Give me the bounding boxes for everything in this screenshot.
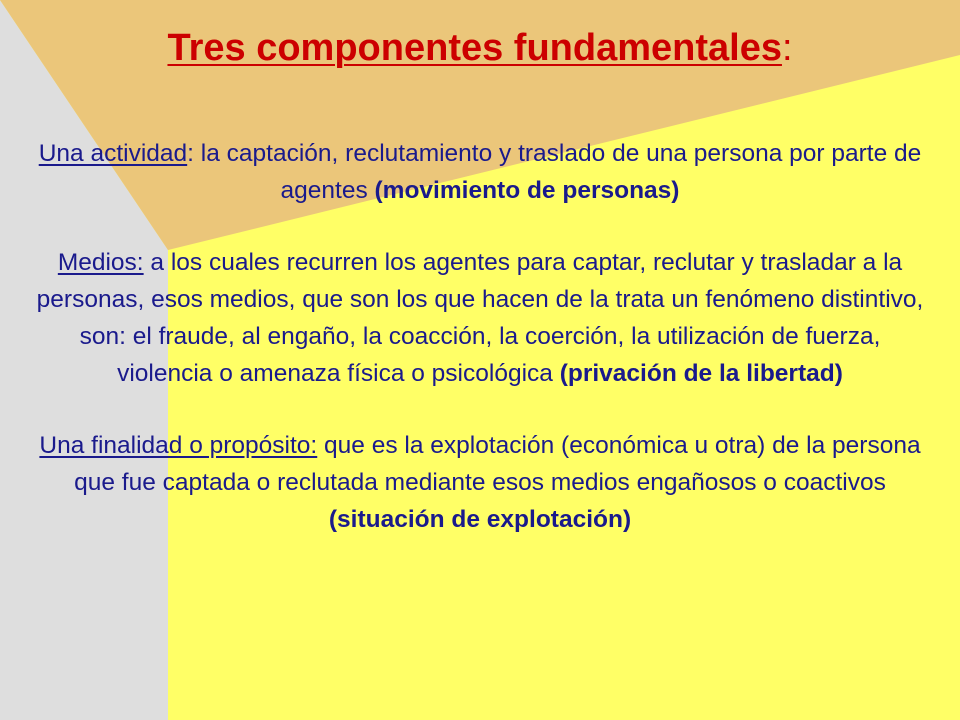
- title-colon: :: [781, 27, 793, 69]
- paragraph-medios: [30, 245, 930, 392]
- label-finalidad: Una finalidad o propósito:: [39, 432, 318, 460]
- slide-body: [30, 136, 930, 538]
- label-actividad: Una actividad: [38, 140, 188, 167]
- slide-title: [0, 24, 960, 72]
- separator-actividad: :: [187, 140, 194, 167]
- emphasis-actividad: (movimiento de personas): [374, 176, 680, 204]
- text-medios: a los cuales recurren los agentes para captar, reclutar y trasladar a la personas, esos medios, que son los que hacen de la trata un fenómeno distintivo, son: el fraude, al engaño, la coacción, la coerción, la utilización de fuerza, violencia o amenaza física o psicológica: [36, 249, 924, 387]
- text-finalidad: que es la explotación (económica u otra) de la persona que fue captada o reclutada mediante esos medios engañosos o coactivos: [74, 432, 921, 496]
- emphasis-finalidad: (situación de explotación): [328, 505, 632, 533]
- paragraph-actividad: [30, 136, 930, 209]
- label-medios: Medios:: [57, 249, 144, 277]
- paragraph-finalidad: [30, 428, 930, 538]
- emphasis-medios: (privación de la libertad): [559, 359, 843, 387]
- text-actividad: la captación, reclutamiento y traslado de una persona por parte de agentes: [193, 140, 922, 204]
- title-text: Tres componentes fundamentales: [167, 27, 782, 69]
